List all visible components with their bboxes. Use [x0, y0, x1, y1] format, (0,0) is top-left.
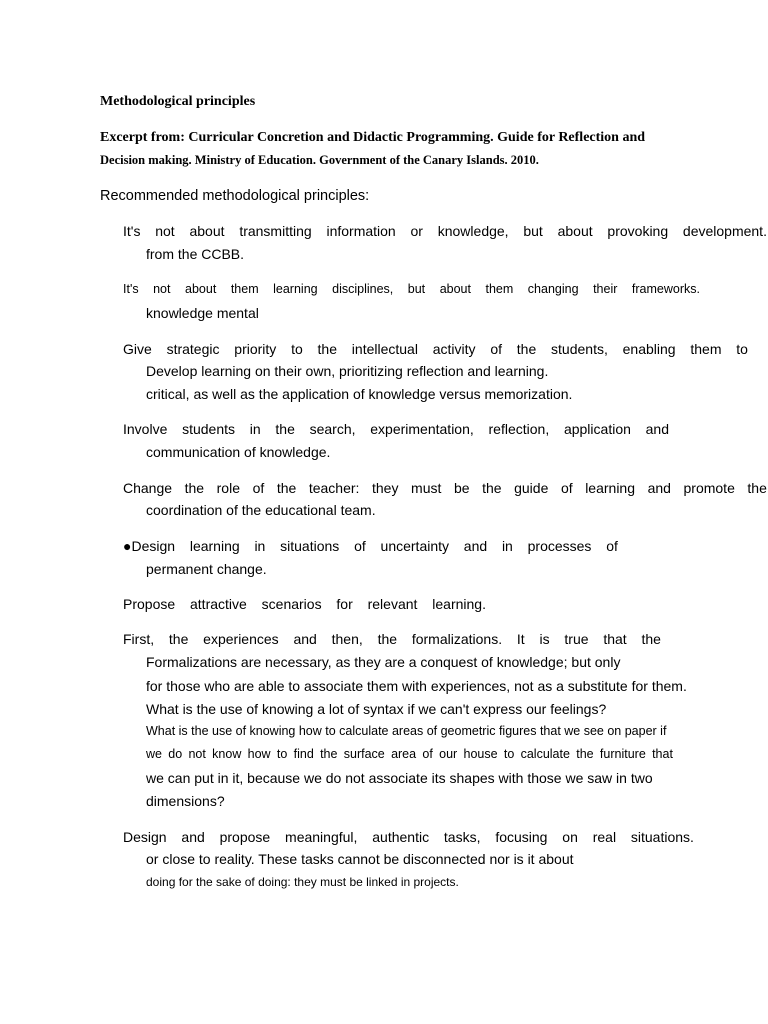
- word: about: [185, 282, 217, 296]
- word: to: [291, 341, 303, 357]
- word: authentic: [372, 829, 430, 845]
- word: how: [247, 747, 271, 761]
- word: not: [155, 223, 175, 239]
- principle-4-line-1: [123, 421, 669, 437]
- word: the: [276, 480, 297, 496]
- word: surface: [343, 747, 385, 761]
- word: the: [317, 341, 338, 357]
- word: to: [276, 747, 288, 761]
- intro-text: Recommended methodological principles:: [100, 188, 370, 204]
- word: Give: [123, 341, 152, 357]
- word: guide: [514, 480, 549, 496]
- word: about: [439, 282, 471, 296]
- principle-8-line-8: dimensions?: [146, 793, 225, 809]
- word: on: [562, 829, 578, 845]
- word: situations.: [630, 829, 694, 845]
- word: them: [485, 282, 514, 296]
- word: knowledge,: [437, 223, 509, 239]
- word: them: [230, 282, 259, 296]
- word: strategic: [166, 341, 220, 357]
- principle-8-line-4: What is the use of knowing a lot of syntax if we can't express our feelings?: [146, 701, 607, 717]
- word: First,: [123, 631, 155, 647]
- word: but: [407, 282, 426, 296]
- word: transmitting: [239, 223, 312, 239]
- principle-8-line-1: [123, 631, 661, 647]
- word: but: [523, 223, 543, 239]
- excerpt-line-1: Excerpt from: Curricular Concretion and Didactic Programming. Guide for Reflection and: [100, 130, 646, 145]
- principle-3-line-2: Develop learning on their own, prioritizing reflection and learning.: [146, 363, 549, 379]
- word: their: [593, 282, 618, 296]
- word: and: [293, 631, 317, 647]
- word: or: [410, 223, 423, 239]
- document-heading: Methodological principles: [100, 94, 256, 109]
- excerpt-line-2: Decision making. Ministry of Education. Government of the Canary Islands. 2010.: [100, 153, 539, 167]
- word: the: [747, 480, 767, 496]
- word: the: [576, 747, 594, 761]
- word: must: [411, 480, 442, 496]
- word: the: [482, 480, 502, 496]
- word: intellectual: [351, 341, 418, 357]
- word: to: [736, 341, 748, 357]
- word: and: [181, 829, 205, 845]
- word: the: [641, 631, 661, 647]
- principle-1-line-1: [123, 223, 767, 239]
- word: learning: [585, 480, 636, 496]
- word: them: [690, 341, 722, 357]
- word: area: [391, 747, 417, 761]
- word: and: [647, 480, 671, 496]
- word: learning: [273, 282, 318, 296]
- word: relevant: [367, 596, 418, 612]
- word: the: [184, 480, 205, 496]
- word: to: [503, 747, 515, 761]
- word: in: [501, 538, 513, 554]
- word: teacher:: [308, 480, 360, 496]
- word: development.: [682, 223, 767, 239]
- word: meaningful,: [285, 829, 358, 845]
- word: about: [557, 223, 593, 239]
- word: Design: [123, 829, 167, 845]
- word: furniture: [599, 747, 646, 761]
- word: application: [563, 421, 631, 437]
- word: enabling: [622, 341, 676, 357]
- word: uncertainty: [380, 538, 450, 554]
- principle-8-line-6: [146, 747, 673, 761]
- word: experimentation,: [370, 421, 474, 437]
- word: our: [439, 747, 458, 761]
- principle-3-line-1: [123, 341, 748, 357]
- word: they: [372, 480, 399, 496]
- word: It: [516, 631, 525, 647]
- word: learning.: [432, 596, 486, 612]
- word: situations: [280, 538, 340, 554]
- word: reflection,: [488, 421, 550, 437]
- word: formalizations.: [411, 631, 503, 647]
- word: of: [252, 480, 265, 496]
- principle-9-line-2: or close to reality. These tasks cannot be disconnected nor is it about: [146, 851, 574, 867]
- principle-8-line-7: we can put in it, because we do not associate its shapes with those we saw in two: [146, 770, 653, 786]
- principle-3-line-3: critical, as well as the application of knowledge versus memorization.: [146, 386, 573, 402]
- word: ●Design: [123, 538, 176, 554]
- word: propose: [219, 829, 271, 845]
- word: of: [490, 341, 502, 357]
- word: provoking: [607, 223, 669, 239]
- principle-7-line-1: [123, 596, 486, 612]
- principle-9-line-1: [123, 829, 694, 845]
- word: search,: [309, 421, 356, 437]
- principle-1-line-2: from the CCBB.: [146, 246, 245, 262]
- word: not: [153, 282, 171, 296]
- word: for: [336, 596, 353, 612]
- principle-6-line-2: permanent change.: [146, 561, 267, 577]
- word: role: [216, 480, 240, 496]
- word: that: [603, 631, 627, 647]
- word: that: [652, 747, 673, 761]
- word: in: [254, 538, 266, 554]
- word: learning: [189, 538, 240, 554]
- word: know: [212, 747, 242, 761]
- principle-6-line-1: [123, 538, 618, 554]
- principle-2-line-1: [123, 282, 700, 296]
- word: of: [354, 538, 366, 554]
- word: is: [539, 631, 550, 647]
- word: information: [326, 223, 396, 239]
- word: Propose: [123, 596, 176, 612]
- word: attractive: [190, 596, 247, 612]
- word: in: [249, 421, 261, 437]
- principle-9-line-3: doing for the sake of doing: they must be linked in projects.: [146, 875, 459, 889]
- word: the: [168, 631, 189, 647]
- word: activity: [432, 341, 476, 357]
- principle-4-line-2: communication of knowledge.: [146, 444, 331, 460]
- word: tasks,: [443, 829, 481, 845]
- word: the: [516, 341, 537, 357]
- word: about: [189, 223, 225, 239]
- word: be: [453, 480, 470, 496]
- principle-2-line-2: knowledge mental: [146, 305, 259, 321]
- word: Change: [123, 480, 173, 496]
- word: we: [146, 747, 162, 761]
- word: students: [182, 421, 236, 437]
- word: scenarios: [261, 596, 322, 612]
- word: Involve: [123, 421, 168, 437]
- word: then,: [331, 631, 363, 647]
- word: and: [463, 538, 488, 554]
- word: It's: [123, 282, 139, 296]
- word: It's: [123, 223, 141, 239]
- principle-5-line-2: coordination of the educational team.: [146, 502, 376, 518]
- word: processes: [527, 538, 592, 554]
- word: students,: [551, 341, 608, 357]
- word: priority: [234, 341, 277, 357]
- principle-8-line-2: Formalizations are necessary, as they are a conquest of knowledge; but only: [146, 654, 621, 670]
- word: true: [564, 631, 589, 647]
- word: the: [275, 421, 295, 437]
- word: of: [606, 538, 618, 554]
- principle-8-line-3: for those who are able to associate them with experiences, not as a substitute for them.: [146, 678, 687, 694]
- word: calculate: [520, 747, 570, 761]
- word: disciplines,: [332, 282, 394, 296]
- word: changing: [527, 282, 579, 296]
- word: the: [377, 631, 398, 647]
- word: the: [320, 747, 338, 761]
- principle-5-line-1: [123, 480, 767, 496]
- word: experiences: [203, 631, 279, 647]
- word: focusing: [495, 829, 548, 845]
- word: promote: [683, 480, 735, 496]
- word: do: [168, 747, 183, 761]
- word: of: [422, 747, 433, 761]
- word: not: [188, 747, 206, 761]
- word: and: [645, 421, 669, 437]
- word: of: [560, 480, 573, 496]
- word: find: [293, 747, 314, 761]
- word: house: [463, 747, 498, 761]
- word: frameworks.: [631, 282, 700, 296]
- word: real: [592, 829, 617, 845]
- principle-8-line-5: What is the use of knowing how to calculate areas of geometric figures that we see on paper if: [146, 724, 667, 738]
